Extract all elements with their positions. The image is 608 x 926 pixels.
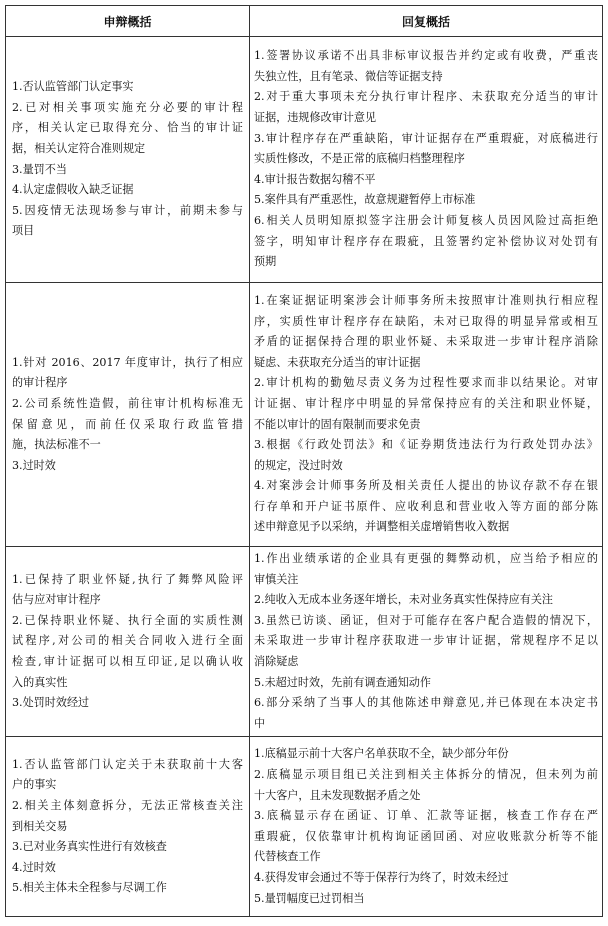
defense-line: 3.处罚时效经过 — [12, 696, 90, 710]
table-header-row — [6, 6, 603, 37]
defense-line: 估与应对审计程序 — [12, 593, 101, 607]
defense-line: 3.已对业务真实性进行有效核查 — [12, 840, 167, 854]
document-page — [5, 5, 603, 917]
reply-line: 中 — [254, 716, 266, 730]
defense-line: 施，执法标准不一 — [12, 438, 101, 452]
reply-line: 签字，明知审计程序存在瑕疵，且签署约定补偿协议对处罚有 — [254, 234, 598, 248]
defense-line: 1.针对 2016、2017 年度审计，执行了相应 — [12, 355, 243, 369]
defense-line: 1.已保持了职业怀疑,执行了舞弊风险评 — [12, 572, 243, 586]
reply-line: 3.虽然已访谈、函证，但对于可能存在客户配合造假的情况下， — [254, 613, 598, 627]
defense-line: 2.相关主体刻意拆分，无法正常核查关注 — [12, 798, 243, 812]
defense-line: 5.因疫情无法现场参与审计，前期未参与 — [12, 203, 243, 217]
defense-line: 2.已保持职业怀疑、执行全面的实质性测 — [12, 613, 243, 627]
reply-line: 1.在案证据证明案涉会计师事务所未按照审计准则执行相应程 — [254, 293, 598, 307]
reply-line: 序，实质性审计程序存在缺陷，未对已取得的明显异常或相互 — [254, 314, 598, 328]
table-body — [6, 37, 603, 917]
table-row — [6, 737, 603, 917]
reply-line: 2.底稿显示项目组已关注到相关主体拆分的情况，但未列为前 — [254, 768, 598, 782]
reply-line: 5.案件具有严重恶性，故意规避暂停上市标准 — [254, 193, 476, 207]
reply-line: 十大客户，且未发现数据矛盾之处 — [254, 788, 421, 802]
reply-line: 计证据、审计程序中明显的异常保持应有的关注和职业怀疑， — [254, 396, 598, 410]
reply-cell — [250, 283, 603, 547]
reply-line: 预期 — [254, 255, 277, 269]
reply-line: 6.部分采纳了当事人的其他陈述申辩意见,并已体现在本决定书 — [254, 696, 598, 710]
defense-line: 保留意见，而前任仅采取行政监管措 — [12, 417, 243, 431]
table-row — [6, 283, 603, 547]
reply-line: 1.签署协议承诺不出具非标审议报告并约定或有收费，严重丧 — [254, 49, 598, 63]
table-row — [6, 547, 603, 737]
defense-line: 序，相关认定已取得充分、恰当的审计证 — [12, 121, 243, 135]
reply-line: 矛盾的证据保持合理的职业怀疑、未采取进一步审计程序消除 — [254, 335, 598, 349]
defense-line: 试程序,对公司的相关合同收入进行全面 — [12, 634, 243, 648]
defense-line: 到相关交易 — [12, 819, 68, 833]
defense-line: 4.过时效 — [12, 860, 56, 874]
reply-line: 行存单和开户证书原件、应收利息和营业收入等方面的部分陈 — [254, 499, 598, 513]
reply-line: 审慎关注 — [254, 572, 299, 586]
reply-line: 3.根据《行政处罚法》和《证券期货违法行为行政处罚办法》 — [254, 438, 598, 452]
defense-line: 项目 — [12, 224, 35, 238]
reply-line: 4.获得发审会通过不等于保荐行为终了，时效未经过 — [254, 871, 509, 885]
defense-line: 检查,审计证据可以相互印证,足以确认收 — [12, 654, 243, 668]
reply-cell — [250, 737, 603, 917]
reply-line: 消除疑虑 — [254, 654, 299, 668]
defense-line: 4.认定虚假收入缺乏证据 — [12, 183, 134, 197]
reply-line: 2.对于重大事项未充分执行审计程序、未获取充分适当的审计 — [254, 90, 598, 104]
reply-line: 重瑕疵，仅依靠审计机构询证函回函、对应收账款分析等不能 — [254, 829, 598, 843]
defense-cell — [6, 283, 250, 547]
reply-line: 疑虑、未获取充分适当的审计证据 — [254, 355, 421, 369]
reply-line: 未采取进一步审计程序获取进一步审计证据，常规程序不足以 — [254, 634, 598, 648]
reply-line: 失独立性，且有笔录、微信等证据支持 — [254, 69, 443, 83]
reply-line: 3.底稿显示存在函证、订单、汇款等证据，核查工作存在严 — [254, 809, 598, 823]
defense-line: 的审计程序 — [12, 376, 68, 390]
reply-line: 6.相关人员明知原拟签字注册会计师复核人员因风险过高拒绝 — [254, 213, 598, 227]
reply-cell — [250, 547, 603, 737]
reply-line: 3.审计程序存在严重缺陷，审计证据存在严重瑕疵，对底稿进行 — [254, 131, 598, 145]
header-reply-summary: 回复概括 — [250, 6, 603, 37]
defense-cell — [6, 737, 250, 917]
reply-line: 4.对案涉会计师事务所及相关责任人提出的协议存款不存在银 — [254, 479, 598, 493]
defense-line: 据，相关认定符合准则规定 — [12, 141, 146, 155]
reply-line: 2.纯收入无成本业务逐年增长，未对业务真实性保持应有关注 — [254, 593, 554, 607]
defense-line: 3.过时效 — [12, 458, 56, 472]
defense-cell — [6, 37, 250, 283]
defense-line: 入的真实性 — [12, 675, 68, 689]
reply-line: 5.量罚幅度已过罚相当 — [254, 891, 365, 905]
defense-line: 3.量罚不当 — [12, 162, 67, 176]
reply-line: 代替核查工作 — [254, 850, 321, 864]
reply-line: 2.审计机构的勤勉尽责义务为过程性要求而非以结果论。对审 — [254, 376, 598, 390]
defense-cell — [6, 547, 250, 737]
comparison-table — [5, 5, 603, 917]
defense-line: 1.否认监管部门认定关于未获取前十大客 — [12, 757, 243, 771]
header-defense-summary: 申辩概括 — [6, 6, 250, 37]
reply-line: 1.底稿显示前十大客户名单获取不全，缺少部分年份 — [254, 747, 509, 761]
reply-line: 的规定，没过时效 — [254, 458, 343, 472]
reply-line: 证据，违规修改审计意见 — [254, 111, 377, 125]
defense-line: 户的事实 — [12, 778, 57, 792]
defense-line: 5.相关主体未全程参与尽调工作 — [12, 881, 167, 895]
table-row — [6, 37, 603, 283]
reply-line: 不能以审计的固有限制而要求免责 — [254, 417, 421, 431]
reply-line: 1.作出业绩承诺的企业具有更强的舞弊动机，应当给予相应的 — [254, 552, 598, 565]
defense-line: 2.已对相关事项实施充分必要的审计程 — [12, 100, 243, 114]
reply-line: 述申辩意见予以采纳，并调整相关虚增销售收入数据 — [254, 520, 510, 534]
defense-line: 1.否认监管部门认定事实 — [12, 80, 134, 94]
defense-line: 2.公司系统性造假，前往审计机构标准无 — [12, 396, 243, 410]
reply-line: 5.未超过时效，先前有调查通知动作 — [254, 675, 431, 689]
reply-line: 实质性修改，不是正常的底稿归档整理程序 — [254, 152, 465, 166]
reply-line: 4.审计报告数据勾稽不平 — [254, 172, 376, 186]
reply-cell — [250, 37, 603, 283]
